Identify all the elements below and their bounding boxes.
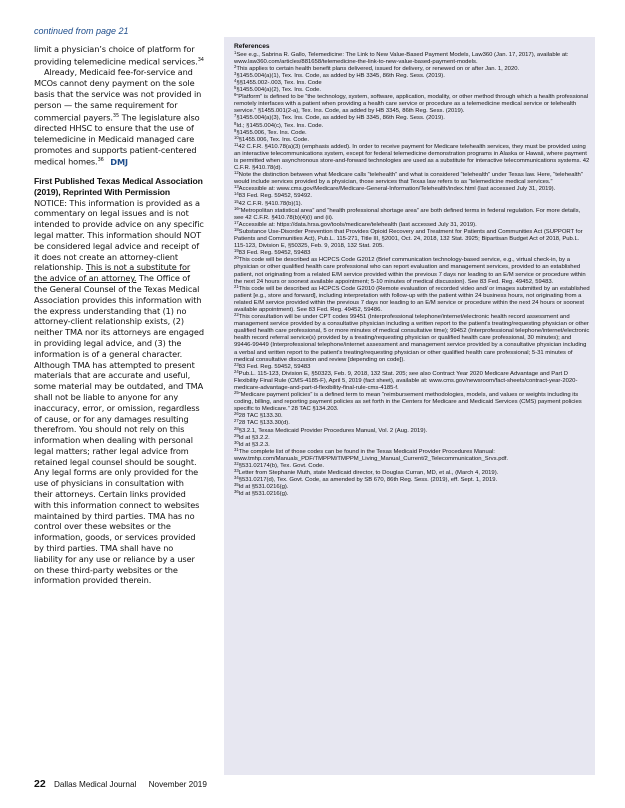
reference-number: 4 xyxy=(234,77,237,83)
reference-item xyxy=(234,439,590,449)
reference-item xyxy=(234,205,590,222)
reference-item xyxy=(234,49,590,66)
reference-item xyxy=(234,314,590,364)
reference-number: 12 xyxy=(234,170,239,176)
reference-text: 83 Fed. Reg. 59452, 59492. xyxy=(238,193,313,200)
reference-number: 16 xyxy=(234,205,239,211)
reference-text: This applies to certain health benefit plans delivered, issued for delivery, or renewed on or after Jan. 1, 2020. xyxy=(236,65,520,72)
reference-item xyxy=(234,115,590,122)
footnote-ref: 34 xyxy=(197,56,204,63)
article-body-column xyxy=(34,44,204,586)
reference-text: §1455.004(a)(3), Tex. Ins. Code, as added by HB 3345, 86th Reg. Sess. (2019). xyxy=(236,115,445,122)
reference-item xyxy=(234,70,590,80)
continued-label: continued from page 21 xyxy=(34,26,129,36)
reference-text: 42 C.F.R. §410.78(b)(1). xyxy=(238,200,303,207)
reference-number: 24 xyxy=(234,368,239,374)
reference-item xyxy=(234,63,590,73)
reference-text: Id at §531.0216(g). xyxy=(238,491,289,498)
reference-text: Letter from Stephanie Muth, state Medicaid director, to Douglas Curran, MD, et al., (March 4, 2019). xyxy=(238,470,499,477)
reference-text: This consultation will be under CPT codes 99451 (Interprofessional telephone/internet/electronic health record assessment and management service provided by a consultative physician including a written report to the patient’s treating/requesting physician or other qualified health care professional, 5 or more minutes of medical consultative time); 99452 (Interprofessional telephone/internet/electronic health record referral service(s) provided by a treating/requesting physician or qualified health care professional, 30 minutes); and 99446-99449 (Interprofessional telephone/internet assessment and management service provided by a consultative physician including a verbal and written report to the patient’s treating/requesting physician or other qualified health care professional; 5-31 minutes of medical consultative discussion and review [depending on code]). xyxy=(234,314,590,363)
reference-text: §1455.006, Tex. Ins. Code. xyxy=(238,136,309,143)
reference-item xyxy=(234,77,590,87)
reference-text: The complete list of those codes can be found in the Texas Medicaid Provider Procedures Manual: www.tmhp.com/Manuals_PDF/TMPPM/TMPPM_Living_Manual_Current/2_Telecommunication_Srvs.pdf. xyxy=(234,448,509,462)
reference-item xyxy=(234,120,590,130)
reference-text: 83 Fed. Reg. 59452, 59483 xyxy=(238,363,311,370)
reference-number: 13 xyxy=(234,184,239,190)
reference-text: Note the distinction between what Medicare calls “telehealth” and what is considered “telehealth” under Texas law. Here, “telehealth” would include services provided by a physician, those services that Texas law refers to as “telemedicine medical services.” xyxy=(234,172,583,186)
reference-item xyxy=(234,219,590,229)
reference-number: 23 xyxy=(234,361,239,367)
reference-number: 9 xyxy=(234,127,237,133)
reference-number: 17 xyxy=(234,219,239,225)
reference-number: 11 xyxy=(234,141,239,147)
reference-text: Accessible at: www.cms.gov/Medicare/Medicare-General-Information/Telehealth/index.html (last accessed July 31, 2019). xyxy=(238,186,556,193)
references-list xyxy=(234,43,590,499)
reference-number: 5 xyxy=(234,85,237,91)
legal-notice xyxy=(34,198,204,587)
reference-item xyxy=(234,127,590,137)
reference-item xyxy=(234,198,590,208)
reference-number: 7 xyxy=(234,113,237,119)
reference-text: This code will be described as HCPCS Code G2012 (Brief communication technology-based service, e.g., virtual check-in, by a physician or other qualified health care professional who can report evaluation and management services, provided to an established patient, not originating from a related E/M service provided within the previous 7 days nor leading to an E/M service or procedure within the next 24 hours or soonest available appointment; 5-10 minutes of medical discussion). See 83 Fed. Reg. 49452, 59483. xyxy=(234,257,586,285)
footnote-ref: 36 xyxy=(97,157,104,164)
reprint-heading: First Published Texas Medical Association (2019), Reprinted With Permission xyxy=(34,175,203,197)
paragraph-medicaid xyxy=(34,67,204,168)
reference-text: “Metropolitan statistical area” and “health professional shortage area” are both defined terms in federal regulation. For more details, see 42 C.F.R. §410.78(b)(4)(i) and (ii). xyxy=(234,207,581,221)
reference-item xyxy=(234,172,590,186)
reference-text: §1455.004(a)(1), Tex. Ins. Code, as added by HB 3345, 86th Reg. Sess. (2019). xyxy=(236,72,445,79)
paragraph-text: Already, Medicaid fee-for-service and MCOs cannot deny payment on the sole basis that the service was not provided in person — the same requirement for commercial payers. xyxy=(34,67,202,123)
reference-text: “Medicare payment policies” is a defined term to mean “reimbursement methodologies, models, and values or weights including its coding, billing, and reporting payment policies as set forth in the Centers for Medicare and Medicaid Services (CMS) payment policies specific to Medicare.” 28 TAC §134.203. xyxy=(234,392,582,413)
reference-text: Id at §3.2.3. xyxy=(238,441,270,448)
reference-number: 31 xyxy=(234,446,239,452)
reference-item xyxy=(234,392,590,413)
paragraph-text: The legislature also directed HHSC to ensure that the use of telemedicine in Medicaid managed care promotes and supports patient-centered medical homes. xyxy=(34,112,200,168)
reference-number: 21 xyxy=(234,283,239,289)
reference-text: §531.02174(b), Tex. Govt. Code. xyxy=(238,463,325,470)
reference-number: 8 xyxy=(234,120,237,126)
reference-text: §531.0217(d), Tex. Govt. Code, as amended by SB 670, 86th Reg. Sess. (2019), eff. Sept. 1, 2019. xyxy=(238,477,498,484)
reference-number: 26 xyxy=(234,411,239,417)
reference-item xyxy=(234,425,590,435)
reference-number: 1 xyxy=(234,49,237,55)
reference-number: 20 xyxy=(234,255,239,261)
reference-number: 32 xyxy=(234,461,239,467)
reference-text: Id at §3.2.2. xyxy=(238,434,270,441)
reference-number: 29 xyxy=(234,432,239,438)
reference-number: 34 xyxy=(234,475,239,481)
reference-text: Pub.L. 115-123, Division E, §50323, Feb. 9, 2018, 132 Stat. 205; see also Contract Year 2020 Medicare Advantage and Part D Flexibility Final Rule (CMS-4185-F), April 5, 2019 (fact sheet), available at: www.cms.gov/newsroom/fact-sheets/contract-year-2020-medicare-advantage-and-part-d-flexibility-final-rule-cms-4185-f. xyxy=(234,370,578,391)
reference-number: 36 xyxy=(234,489,239,495)
reference-number: 14 xyxy=(234,191,239,197)
reference-number: 3 xyxy=(234,70,237,76)
reference-number: 28 xyxy=(234,425,239,431)
reference-text: Accessible at: https://data.hrsa.gov/tools/medicare/telehealth (last accessed July 31, 2019). xyxy=(238,221,477,228)
dmj-end-mark: DMJ xyxy=(110,157,128,168)
reference-number: 6 xyxy=(234,92,237,98)
footnote-ref: 35 xyxy=(112,112,120,119)
reference-number: 10 xyxy=(234,134,239,140)
reference-number: 22 xyxy=(234,312,239,318)
references-title: References xyxy=(234,43,270,50)
reference-number: 2 xyxy=(234,63,237,69)
reference-text: 28 TAC §133.30(d). xyxy=(238,420,290,427)
page-number: 22 xyxy=(34,778,46,790)
reference-item xyxy=(234,361,590,371)
notice-lead-text: NOTICE: This information is provided as a commentary on legal issues and is not intended to provide advice on any specific legal matter. This information should NOT be considered legal advice and receipt of it does not create an attorney-client relationship. xyxy=(34,197,204,273)
reference-item xyxy=(234,134,590,144)
issue-date: November 2019 xyxy=(148,780,207,789)
reference-item xyxy=(234,420,590,427)
reference-item xyxy=(234,283,590,314)
reference-number: 25 xyxy=(234,390,239,396)
journal-name: Dallas Medical Journal xyxy=(53,780,137,789)
reference-number: 33 xyxy=(234,468,239,474)
reference-text: §1455.004(a)(2), Tex. Ins. Code. xyxy=(236,87,322,94)
paragraph-platform-choice xyxy=(34,44,204,67)
reference-text: “Platform” is defined to be “the technology, system, software, application, modality, or other method through which a health professional remotely interfaces with a patient when providing a health care service or procedure as a telemedicine medical service or telehealth service.” §1455.001(2-a), Tex. Ins. Code, as added by HB 3345, 86th Reg. Sess. (2019). xyxy=(234,94,589,115)
notice-rest-text: The Office of the General Counsel of the Texas Medical Association provides this information with the express understanding that (1) no attorney-client relationship exists, (2) neither TMA nor its attorneys are engaged in providing legal advice, and (3) the information is of a general character. Although TMA has attempted to present materials that are accurate and useful, some material may be outdated, and TMA shall not be liable to anyone for any inaccuracy, error, or omission, regardless of cause, or for any damages resulting therefrom. You should not rely on this information when dealing with personal legal matters; rather legal advice from retained legal counsel should be sought. Any legal forms are only provided for the use of physicians in consultation with their attorneys. Certain links provided with this information connect to websites maintained by third parties. TMA has no control over these websites or the information, goods, or services provided by third parties. TMA shall have no liability for any use or reliance by a user on these third-party websites or the information provided therein. xyxy=(34,273,204,586)
reference-item xyxy=(234,491,590,498)
reference-number: 27 xyxy=(234,418,239,424)
reference-text: Id at §531.0216(g). xyxy=(238,484,289,491)
reference-number: 30 xyxy=(234,439,239,445)
reference-text: 42 C.F.R. §410.78(a)(3) (emphasis added). In order to receive payment for Medicare telehealth services, they must be provided using an interactive telecommunications system, except for federal telemedicine demonstration programs in Alaska or Hawaii, where payment is permitted when asynchronous store-and-forward technologies are used as a substitute for interactive telecommunications systems. 42 C.F.R. §410.78(d). xyxy=(234,143,590,172)
reference-item xyxy=(234,432,590,442)
reference-text: Id.; §1455.004(c), Tex. Ins. Code. xyxy=(236,122,324,129)
reference-text: §1455.006, Tex. Ins. Code. xyxy=(236,129,307,136)
reference-item xyxy=(234,446,590,463)
reference-item xyxy=(234,141,590,172)
page-footer xyxy=(34,778,207,790)
reference-text: 83 Fed. Reg. 59452, 59483 xyxy=(238,250,311,257)
notice-underlined-text: This is not a substitute for the advice of an attorney. xyxy=(34,262,191,284)
reference-item xyxy=(234,94,590,115)
reference-text: 28 TAC §133.30. xyxy=(238,413,283,420)
reference-text: This code will be described as HCPCS Code G2010 (Remote evaluation of recorded video and/ or images submitted by an established patient [e.g., store and forward], including interpretation with follow-up with the patient within 24 business hours, not originating from a related E/M service provided within the previous 7 days nor leading to an E/M service or procedure within the next 24 hours or soonest available appointment). See 83 Fed. Reg. 49452, 59486. xyxy=(234,285,590,313)
reference-item xyxy=(234,257,590,285)
reference-item xyxy=(234,226,590,250)
reference-number: 35 xyxy=(234,482,239,488)
paragraph-text: limit a physician’s choice of platform for providing telemedicine medical services. xyxy=(34,44,198,67)
reference-text: §3.2.1, Texas Medicaid Provider Procedures Manual, Vol. 2 (Aug. 2019). xyxy=(238,427,428,434)
reference-text: Substance Use-Disorder Prevention that Provides Opioid Recovery and Treatment for Patients and Communities Act (SUPPORT for Patients and Communities Act), Pub.L. 115-271, Title III, §2001, Oct. 24, 2018, 132 Stat. 3925; Bipartisan Budget Act of 2018, Pub.L. 115-123, Division E, §50325, Feb. 9, 2018, 132 Stat. 205. xyxy=(234,228,583,250)
references-items xyxy=(234,49,590,499)
reference-text: See e.g., Sabrina R. Gallo, Telemedicine: The Link to New Value-Based Payment Models, Law360 (Jan. 17, 2017), available at: www.law360.com/articles/881658/telemedicine-the-link-to-new-value-based-payment-models. xyxy=(234,51,569,65)
reference-item xyxy=(234,368,590,392)
reference-text: §§1455.002-.003, Tex. Ins. Code xyxy=(236,79,322,86)
reference-item xyxy=(234,193,590,200)
reference-number: 18 xyxy=(234,226,239,232)
reference-number: 19 xyxy=(234,248,239,254)
reference-number: 15 xyxy=(234,198,239,204)
references-panel xyxy=(224,37,595,775)
